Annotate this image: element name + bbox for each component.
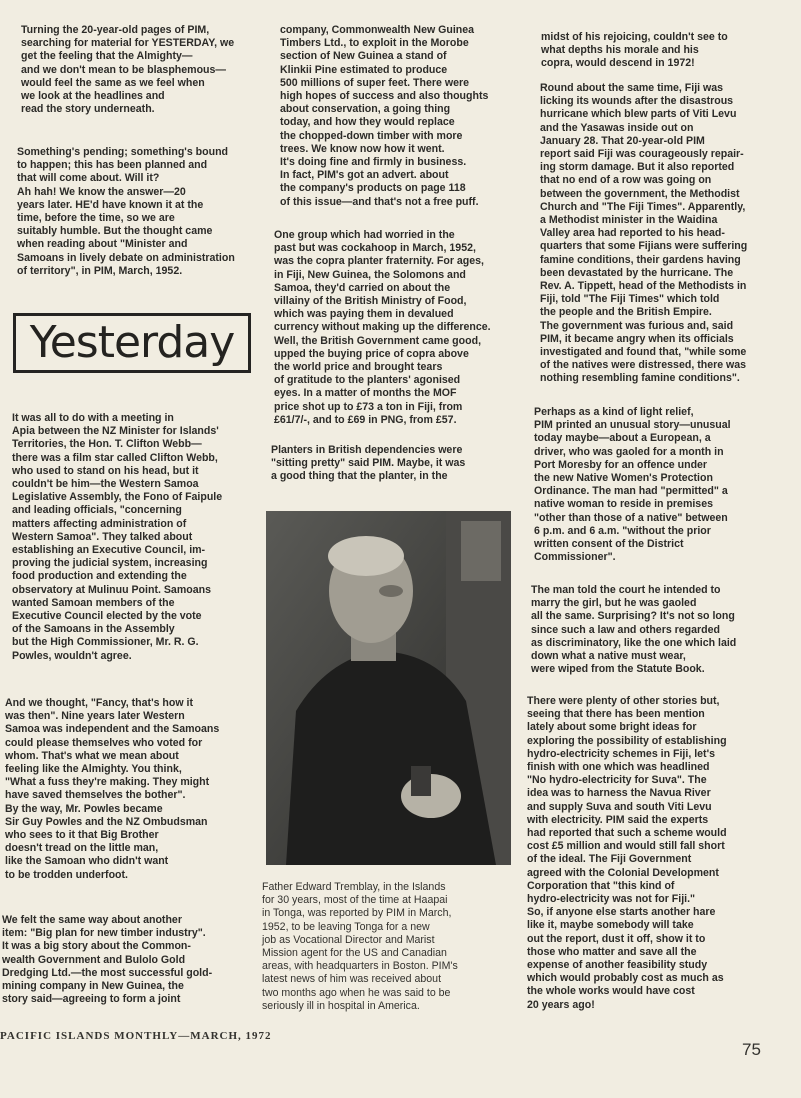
col3-para-3-line: native woman to reside in premises (534, 498, 713, 511)
col3-para-5-line: "No hydro-electricity for Suva". The (527, 774, 707, 787)
col3-para-3 (534, 406, 784, 564)
col2-para-2-line: past but was cockahoop in March, 1952, (274, 242, 476, 255)
col2-para-3-line: a good thing that the planter, in the (271, 470, 448, 483)
col3-para-3-line: today maybe—about a European, a (534, 432, 711, 445)
col3-para-2-line: the people and the British Empire. (540, 306, 712, 319)
caption-line: 1952, to be leaving Tonga for a new (262, 920, 430, 933)
col3-para-2-line: and the Yasawas inside out on (540, 121, 694, 134)
yesterday-heading-box (13, 313, 251, 373)
col1-para-4-line: feeling like the Almighty. You think, (5, 763, 182, 776)
col3-para-2-line: a Methodist minister in the Waidina (540, 214, 718, 227)
col1-para-1-line: Turning the 20-year-old pages of PIM, (21, 24, 210, 36)
col2-para-2-line: currency without making up the difference. (274, 321, 491, 334)
col1-para-4-line: And we thought, "Fancy, that's how it (5, 697, 194, 709)
col3-para-5-line: those who matter and save all the (527, 945, 697, 958)
col1-para-1-line: get the feeling that the Almighty— (21, 50, 193, 63)
col1-para-3-line: establishing an Executive Council, im- (12, 544, 206, 557)
col1-para-3-line: food production and extending the (12, 570, 187, 583)
col1-para-4 (5, 697, 255, 882)
caption-line: areas, with headquarters in Boston. PIM's (262, 960, 458, 973)
col2-para-1-line: It's doing fine and firmly in business. (280, 156, 467, 169)
caption-line: Father Edward Tremblay, in the Islands (262, 881, 446, 893)
col3-para-2-line: Valley area had reported to his head- (540, 227, 725, 240)
col1-para-5-line: Dredging Ltd.—the most successful gold- (2, 966, 213, 979)
col1-para-4-line: who sees to it that Big Brother (5, 829, 159, 842)
col1-para-4-line: whom. That's what we mean about (5, 749, 179, 762)
col3-para-5-line: expense of another feasibility study (527, 959, 708, 972)
col3-para-4-line: since such a law and others regarded (531, 623, 720, 636)
portrait-photo-graphic (266, 511, 511, 865)
col3-para-2-line: The government was furious and, said (540, 319, 734, 332)
col2-para-2-line: was the copra planter fraternity. For ages, (274, 255, 484, 268)
col2-para-2-line: villainy of the British Ministry of Food, (274, 295, 467, 308)
col1-para-5-line: mining company in New Guinea, the (2, 980, 184, 993)
col1-para-2-line: that will come about. Will it? (17, 172, 160, 185)
caption-line: two months ago when he was said to be (262, 986, 451, 999)
col1-para-4-line: have saved themselves the bother". (5, 789, 186, 802)
col2-para-1-line: company, Commonwealth New Guinea (280, 24, 475, 36)
col3-para-4-line: as discriminatory, like the one which laid (531, 636, 737, 649)
caption-line: Mission agent for the US and Canadian (262, 947, 447, 960)
col3-para-5-line: exploring the possibility of establishing (527, 734, 727, 747)
col1-para-3-line: Apia between the NZ Minister for Islands' (12, 425, 219, 438)
col3-para-2-line: licking its wounds after the disastrous (540, 95, 734, 108)
caption-line: job as Vocational Director and Marist (262, 933, 435, 946)
col3-para-5-line: There were plenty of other stories but, (527, 695, 720, 707)
col3-para-1-line: copra, would descend in 1972! (541, 57, 695, 70)
col3-para-2-line: Rev. A. Tippett, head of the Methodists in (540, 280, 747, 293)
col1-para-2-line: years later. HE'd have known it at the (17, 198, 204, 211)
col3-para-2-line: investigated and found that, "while some (540, 346, 747, 359)
publication-footer: PACIFIC ISLANDS MONTHLY—MARCH, 1972 (0, 1030, 272, 1042)
caption-line: latest news of him was received about (262, 973, 442, 986)
col2-para-1-line: about conservation, a going thing (280, 103, 451, 116)
col3-para-4-line: down what a native must wear, (531, 650, 686, 663)
col3-para-2-line: been devastated by the hurricane. The (540, 266, 734, 279)
col1-para-5-line: wealth Government and Bulolo Gold (2, 953, 186, 966)
col1-para-3-line: Western Samoa". They talked about (12, 530, 193, 543)
col1-para-2-line: Samoans in lively debate on administration (17, 251, 235, 264)
col2-para-1-line: Klinkii Pine estimated to produce (280, 63, 448, 76)
col1-para-4-line: doesn't tread on the little man, (5, 842, 159, 855)
col3-para-2-line: nothing resembling famine conditions". (540, 372, 740, 385)
col3-para-2-line: between the government, the Methodist (540, 187, 740, 200)
col1-para-2-line: of territory", in PIM, March, 1952. (17, 264, 183, 277)
col1-para-4-line: could please themselves who voted for (5, 736, 203, 749)
col1-para-5-line: story said—agreeing to form a joint (2, 993, 181, 1006)
col3-para-2-line: report said Fiji was courageously repair- (540, 148, 744, 161)
col3-para-5-line: had reported that such a scheme would (527, 827, 727, 840)
col2-para-2-line: the world price and brought tears (274, 361, 443, 374)
col2-para-1-line: the chopped-down timber with more (280, 129, 463, 142)
col3-para-3-line: Ordinance. The man had "permitted" a (534, 485, 728, 498)
col3-para-4-line: marry the girl, but he was gaoled (531, 597, 697, 610)
col2-para-3-line: Planters in British dependencies were (271, 444, 463, 456)
col1-para-3-line: and leading officials, "concerning (12, 504, 182, 517)
col1-para-3-line: Territories, the Hon. T. Clifton Webb— (12, 438, 202, 451)
col1-para-4-line: By the way, Mr. Powles became (5, 802, 163, 815)
col1-para-4-line: to be trodden underfoot. (5, 868, 128, 881)
col1-para-3-line: wanted Samoan members of the (12, 596, 175, 609)
col3-para-2-line: January 28. That 20-year-old PIM (540, 134, 705, 147)
col2-para-1-line: of this issue—and that's not a free puff. (280, 195, 479, 208)
page-number: 75 (742, 1040, 761, 1059)
col1-para-2-line: to happen; this has been planned and (17, 159, 208, 172)
col3-para-3-line: 6 p.m. and 6 a.m. "without the prior (534, 524, 711, 537)
col3-para-5-line: seeing that there has been mention (527, 708, 705, 721)
col2-para-1-line: the company's products on page 118 (280, 182, 466, 195)
col3-para-2-line: hurricane which blew parts of Viti Levu (540, 108, 737, 121)
col2-para-1-line: trees. We know now how it went. (280, 142, 445, 155)
col1-para-4-line: Sir Guy Powles and the NZ Ombudsman (5, 815, 208, 828)
col2-para-2-line: upped the buying price of copra above (274, 347, 469, 360)
col1-para-3-line: Legislative Assembly, the Fono of Faipule (12, 491, 223, 504)
col2-para-2 (274, 229, 520, 427)
section-title: Yesterday (29, 317, 235, 368)
col2-para-2-line: £61/7/-, and to £69 in PNG, from £57. (274, 413, 457, 426)
caption-line: in Tonga, was reported by PIM in March, (262, 907, 452, 920)
col3-para-2-line: famine conditions, their gardens having (540, 253, 741, 266)
col3-para-5-line: 20 years ago! (527, 998, 595, 1011)
col3-para-3-line: the new Native Women's Protection (534, 472, 713, 485)
col1-para-3-line: of the Samoans in the Assembly (12, 623, 175, 636)
col3-para-2-line: Church and "The Fiji Times". Apparently, (540, 200, 746, 213)
col3-para-5-line: lately about some bright ideas for (527, 721, 697, 734)
col3-para-3-line: PIM printed an unusual story—unusual (534, 419, 731, 432)
col3-para-5-line: hydro-electricity was not for Fiji." (527, 893, 696, 906)
col3-para-4-line: were wiped from the Statute Book. (531, 663, 705, 676)
col3-para-2-line: quarters that some Fijians were suffering (540, 240, 748, 253)
col1-para-3-line: Powles, wouldn't agree. (12, 649, 132, 662)
col1-para-1-line: searching for material for YESTERDAY, we (21, 37, 235, 50)
caption-line: seriously ill in hospital in America. (262, 999, 420, 1012)
col2-para-1-line: Timbers Ltd., to exploit in the Morobe (280, 37, 469, 50)
col1-para-2-line: time, before the time, so we are (17, 212, 175, 225)
col1-para-3 (12, 412, 260, 663)
col3-para-4-line: The man told the court he intended to (531, 584, 721, 596)
portrait-photo (266, 511, 511, 865)
col2-para-2-line: Samoa, they'd carried on about the (274, 281, 451, 294)
col1-para-1-line: and we don't mean to be blasphemous— (21, 63, 227, 76)
col3-para-5-line: the whole works would have cost (527, 985, 695, 998)
col1-para-4-line: Samoa was independent and the Samoans (5, 723, 220, 736)
col1-para-3-line: matters affecting administration of (12, 517, 187, 530)
col3-para-1-line: midst of his rejoicing, couldn't see to (541, 31, 728, 43)
col1-para-2-line: Ah hah! We know the answer—20 (17, 185, 186, 198)
col3-para-2-line: that no end of a row was going on (540, 174, 712, 187)
col1-para-5-line: It was a big story about the Common- (2, 940, 191, 953)
col1-para-5-line: We felt the same way about another (2, 914, 182, 926)
col3-para-5-line: hydro-electricity schemes in Fiji, let's (527, 747, 715, 760)
col3-para-5-line: finish with one which was headlined (527, 761, 710, 774)
col3-para-5-line: like it, maybe somebody will take (527, 919, 694, 932)
col3-para-5-line: of the ideal. The Fiji Government (527, 853, 692, 866)
col2-para-2-line: eyes. In a matter of months the MOF (274, 387, 457, 400)
col3-para-5-line: cost £5 million and would still fall short (527, 840, 725, 853)
col3-para-5-line: with electricity. PIM said the experts (527, 813, 709, 826)
col3-para-1 (541, 31, 781, 71)
col3-para-2-line: Fiji, told "The Fiji Times" which told (540, 293, 720, 306)
col1-para-1-line: would feel the same as we feel when (21, 76, 205, 89)
col2-para-2-line: of gratitude to the planters' agonised (274, 374, 461, 387)
col3-para-3-line: driver, who was gaoled for a month in (534, 445, 724, 458)
col2-para-2-line: price shot up to £73 a ton in Fiji, from (274, 400, 463, 413)
col3-para-3-line: written consent of the District (534, 538, 684, 551)
col2-para-2-line: Well, the British Government came good, (274, 334, 482, 347)
col2-para-1-line: high hopes of success and also thoughts (280, 90, 489, 103)
col1-para-5-line: item: "Big plan for new timber industry". (2, 927, 206, 940)
col1-para-2 (17, 146, 261, 278)
col3-para-5-line: So, if anyone else starts another hare (527, 906, 716, 919)
col2-para-3-line: "sitting pretty" said PIM. Maybe, it was (271, 457, 466, 470)
col3-para-2-line: of the natives were distressed, there was (540, 359, 747, 372)
col2-para-2-line: in Fiji, New Guinea, the Solomons and (274, 268, 466, 281)
col3-para-5-line: which would probably cost as much as (527, 972, 724, 985)
col1-para-3-line: observatory at Mulinuu Point. Samoans (12, 583, 211, 596)
col3-para-5-line: and supply Suva and south Viti Levu (527, 800, 712, 813)
col3-para-2-line: Round about the same time, Fiji was (540, 82, 724, 94)
col3-para-4 (531, 584, 783, 676)
col3-para-2 (540, 82, 785, 386)
col2-para-2-line: One group which had worried in the (274, 229, 455, 241)
col1-para-3-line: couldn't be him—the Western Samoa (12, 478, 199, 491)
col2-para-2-line: which was paying them in devalued (274, 308, 454, 321)
col1-para-4-line: "What a fuss they're making. They might (5, 776, 210, 789)
col2-para-1-line: 500 millions of super feet. There were (280, 76, 469, 89)
col1-para-3-line: Executive Council elected by the vote (12, 610, 202, 623)
col1-para-2-line: suitably humble. But the thought came (17, 225, 213, 238)
col3-para-4-line: all the same. Surprising? It's not so long (531, 610, 735, 623)
col2-para-3 (271, 444, 519, 484)
col1-para-3-line: there was a film star called Clifton Webb, (12, 451, 218, 464)
col3-para-5-line: out the report, dust it off, show it to (527, 932, 706, 945)
col2-para-1-line: section of New Guinea a stand of (280, 50, 447, 63)
col3-para-5-line: Corporation that "this kind of (527, 879, 675, 892)
col3-para-2-line: PIM, it became angry when its officials (540, 332, 734, 345)
col1-para-2-line: when reading about "Minister and (17, 238, 188, 251)
col3-para-2-line: ing storm damage. But it also reported (540, 161, 735, 174)
col3-para-3-line: Commissioner". (534, 551, 616, 564)
col1-para-1-line: we look at the headlines and (21, 90, 165, 103)
col3-para-5-line: idea was to harness the Navua River (527, 787, 711, 800)
col3-para-1-line: what depths his morale and his (541, 44, 699, 57)
col1-para-4-line: was then". Nine years later Western (5, 710, 185, 723)
col1-para-1-line: read the story underneath. (21, 103, 155, 116)
col1-para-4-line: like the Samoan who didn't want (5, 855, 169, 868)
col2-para-1-line: In fact, PIM's got an advert. about (280, 169, 449, 182)
col2-para-1 (280, 24, 520, 209)
photo-caption (262, 881, 512, 1013)
col3-para-5-line: agreed with the Colonial Development (527, 866, 719, 879)
col3-para-3-line: Perhaps as a kind of light relief, (534, 406, 694, 418)
col3-para-5 (527, 695, 783, 1012)
col1-para-5 (2, 914, 257, 1006)
col1-para-3-line: who used to stand on his head, but it (12, 464, 199, 477)
caption-line: for 30 years, most of the time at Haapai (262, 894, 448, 907)
col1-para-2-line: Something's pending; something's bound (17, 146, 229, 158)
col1-para-3-line: but the High Commissioner, Mr. R. G. (12, 636, 199, 649)
col3-para-3-line: "other than those of a native" between (534, 511, 728, 524)
col1-para-1 (21, 24, 261, 116)
col2-para-1-line: today, and how they would replace (280, 116, 455, 129)
col1-para-3-line: It was all to do with a meeting in (12, 412, 174, 424)
col1-para-3-line: proving the judicial system, increasing (12, 557, 208, 570)
col3-para-3-line: Port Moresby for an offence under (534, 458, 708, 471)
